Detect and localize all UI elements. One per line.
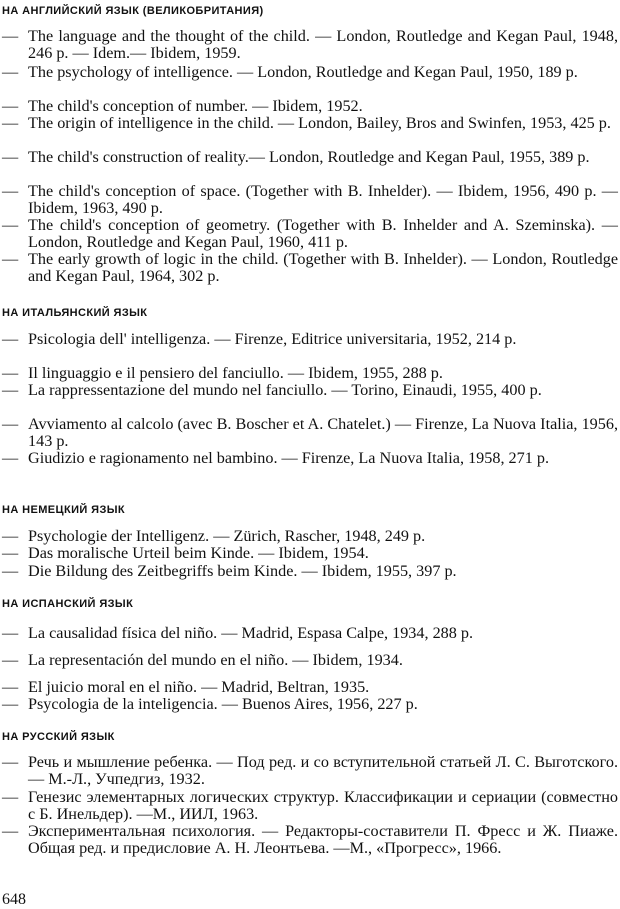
bibliography-entry <box>2 679 618 696</box>
bibliography-entry <box>2 183 618 218</box>
entry-text: La rappressentazione del mundo nel fanciullo. — Torino, Einaudi, 1955, 400 p. <box>28 381 542 399</box>
entry-dash: — <box>2 381 19 399</box>
entry-dash: — <box>2 753 19 771</box>
bibliography-entry <box>2 149 618 166</box>
entry-dash: — <box>2 415 19 433</box>
bibliography-entry <box>2 115 618 132</box>
entry-dash: — <box>2 544 19 562</box>
bibliography-entry <box>2 28 618 63</box>
entry-text: Giudizio e ragionamento nel bambino. — Firenze, La Nuova Italia, 1958, 271 p. <box>28 449 550 467</box>
entry-dash: — <box>2 822 19 840</box>
section-heading-german: НА НЕМЕЦКИЙ ЯЗЫК <box>2 504 126 516</box>
entry-text: El juicio moral en el niño. — Madrid, Beltran, 1935. <box>28 678 370 696</box>
bibliography-entry <box>2 64 618 81</box>
entry-dash: — <box>2 250 19 268</box>
entry-dash: — <box>2 114 19 132</box>
entry-text: Речь и мышление ребенка. — Под ред. и со вступительной статьей Л. С. Выготского. — М.-Л., Учпедгиз, 1932. <box>28 753 618 789</box>
entry-text: La causalidad física del niño. — Madrid, Espasa Calpe, 1934, 288 p. <box>28 624 474 642</box>
entry-dash: — <box>2 63 19 81</box>
entry-text: Das moralische Urteil beim Kinde. — Ibidem, 1954. <box>28 544 369 562</box>
entry-text: Il linguaggio e il pensiero del fanciullo. — Ibidem, 1955, 288 p. <box>28 364 443 382</box>
entry-dash: — <box>2 695 19 713</box>
entry-dash: — <box>2 788 19 806</box>
bibliography-entry <box>2 652 618 669</box>
entry-text: Die Bildung des Zeitbegriffs beim Kinde. — Ibidem, 1955, 397 p. <box>28 562 457 580</box>
entry-text: The child's conception of number. — Ibidem, 1952. <box>28 97 363 115</box>
section-heading-russian: НА РУССКИЙ ЯЗЫК <box>2 731 115 743</box>
bibliography-entry <box>2 217 618 252</box>
entry-text: The psychology of intelligence. — London, Routledge and Kegan Paul, 1950, 189 p. <box>28 63 578 81</box>
bibliography-entry <box>2 789 618 824</box>
entry-text: The child's construction of reality.— London, Routledge and Kegan Paul, 1955, 389 p. <box>28 148 590 166</box>
entry-text: The child's conception of geometry. (Together with B. Inhelder and A. Szeminska). — London, Routledge and Kegan Paul, 1960, 411 p. <box>28 216 618 252</box>
entry-dash: — <box>2 330 19 348</box>
bibliography-entry <box>2 251 618 286</box>
entry-dash: — <box>2 97 19 115</box>
bibliography-entry <box>2 754 618 789</box>
entry-text: The language and the thought of the child. — London, Routledge and Kegan Paul, 1948, 246 p. — Idem.— Ibidem, 1959. <box>28 27 618 63</box>
entry-text: Экспериментальная психология. — Редакторы-составители П. Фресс и Ж. Пиаже. Общая ред. и предисловие А. Н. Леонтьева. —М., «Прогресс», 1966. <box>28 822 618 858</box>
bibliography-entry <box>2 450 618 467</box>
entry-text: The child's conception of space. (Together with B. Inhelder). — Ibidem, 1956, 490 p. — Ibidem, 1963, 490 p. <box>28 182 618 218</box>
section-heading-english: НА АНГЛИЙСКИЙ ЯЗЫК (ВЕЛИКОБРИТАНИЯ) <box>2 5 264 17</box>
entry-text: Psychologie der Intelligenz. — Zürich, Rascher, 1948, 249 p. <box>28 527 426 545</box>
bibliography-entry <box>2 545 618 562</box>
bibliography-entry <box>2 563 618 580</box>
entry-dash: — <box>2 364 19 382</box>
bibliography-entry <box>2 365 618 382</box>
entry-text: La representación del mundo en el niño. — Ibidem, 1934. <box>28 651 403 669</box>
entry-text: The early growth of logic in the child. (Together with B. Inhelder). — London, Routledge and Kegan Paul, 1964, 302 p. <box>28 250 618 286</box>
entry-dash: — <box>2 449 19 467</box>
bibliography-entry <box>2 625 618 642</box>
bibliography-entry <box>2 331 618 348</box>
entry-dash: — <box>2 624 19 642</box>
entry-dash: — <box>2 216 19 234</box>
page-number: 648 <box>2 891 26 908</box>
entry-text: Psicologia dell' intelligenza. — Firenze, Editrice universitaria, 1952, 214 p. <box>28 330 517 348</box>
bibliography-entry <box>2 98 618 115</box>
entry-text: The origin of intelligence in the child. — London, Bailey, Bros and Swinfen, 1953, 425 p. <box>28 114 611 132</box>
entry-text: Генезис элементарных логических структур. Классификации и сериации (совместно с Б. Инельдер). —М., ИИЛ, 1963. <box>28 788 618 824</box>
bibliography-entry <box>2 528 618 545</box>
entry-dash: — <box>2 651 19 669</box>
entry-text: Avviamento al calcolo (avec B. Boscher et A. Chatelet.) — Firenze, La Nuova Italia, 1956, 143 p. <box>28 415 618 451</box>
entry-text: Psycologia de la inteligencia. — Buenos Aires, 1956, 227 p. <box>28 695 418 713</box>
entry-dash: — <box>2 678 19 696</box>
entry-dash: — <box>2 527 19 545</box>
section-heading-spanish: НА ИСПАНСКИЙ ЯЗЫК <box>2 598 134 610</box>
entry-dash: — <box>2 562 19 580</box>
bibliography-entry <box>2 823 618 858</box>
entry-dash: — <box>2 182 19 200</box>
entry-dash: — <box>2 148 19 166</box>
bibliography-entry <box>2 382 618 399</box>
bibliography-entry <box>2 696 618 713</box>
section-heading-italian: НА ИТАЛЬЯНСКИЙ ЯЗЫК <box>2 307 148 319</box>
entry-dash: — <box>2 27 19 45</box>
bibliography-entry <box>2 416 618 451</box>
